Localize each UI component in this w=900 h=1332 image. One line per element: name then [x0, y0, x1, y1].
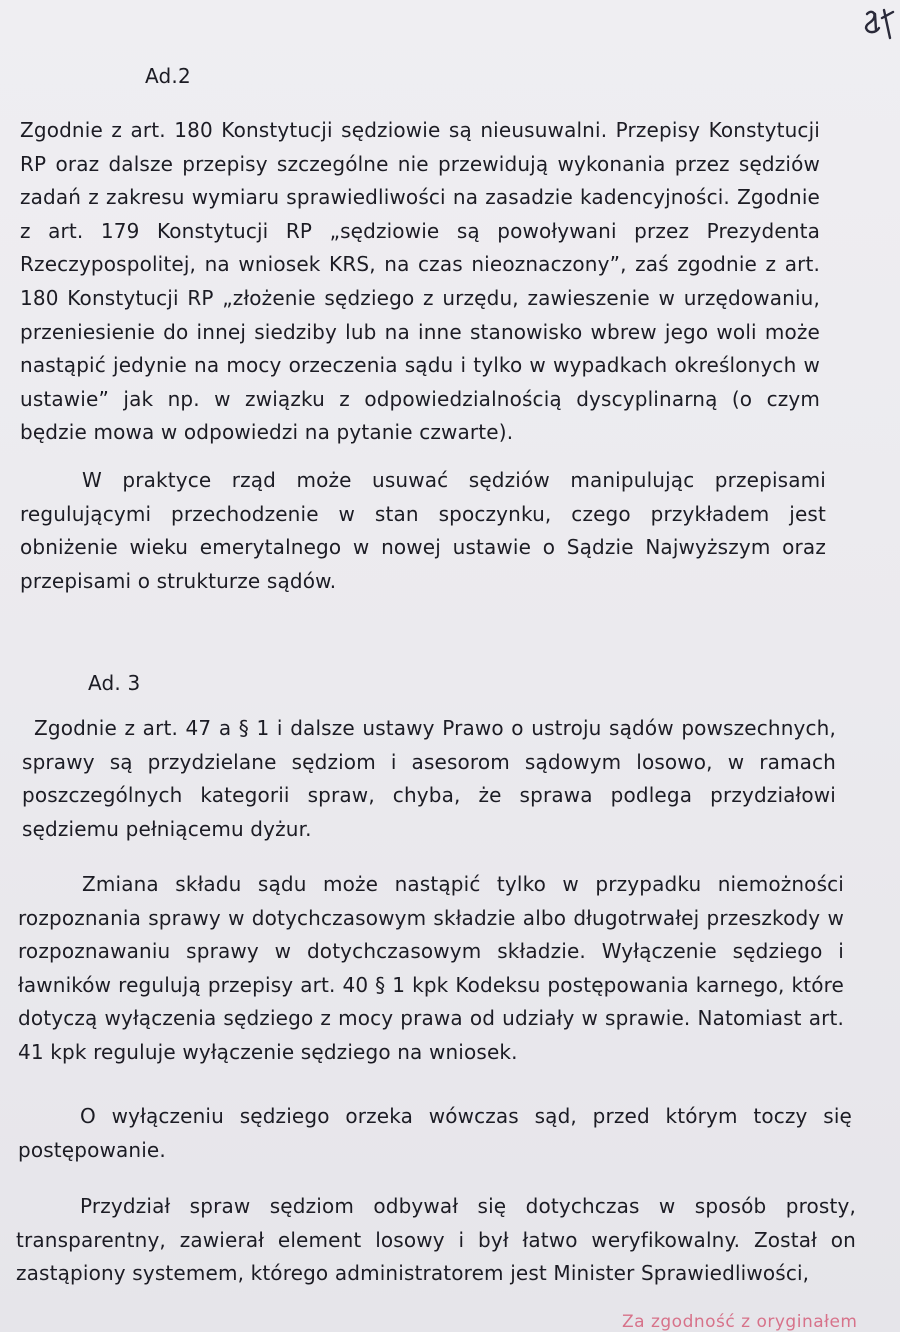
ad3-paragraph-4 [16, 1190, 856, 1291]
heading-ad2: Ad.2 [145, 64, 191, 88]
ad3-paragraph-3-text: O wyłączeniu sędziego orzeka wówczas sąd, przed którym toczy się postępowanie. [18, 1104, 852, 1162]
ad3-paragraph-3 [18, 1100, 852, 1167]
certification-stamp: Za zgodność z oryginałem [622, 1312, 858, 1332]
ad3-paragraph-2-text: Zmiana składu sądu może nastąpić tylko w przypadku niemożności rozpoznania sprawy w dotychczasowym składzie albo długotrwałej przeszkody w rozpoznawaniu sprawy w dotychczasowym składzie. Wyłączenie sędziego i ławników regulują przepisy art. 40 § 1 kpk Kodeksu postępowania karnego, które dotyczą wyłączenia sędziego z mocy prawa od udziały w sprawie. Natomiast art. 41 kpk reguluje wyłączenie sędziego na wniosek. [18, 872, 844, 1064]
handwritten-page-number [862, 4, 896, 44]
heading-ad3: Ad. 3 [88, 671, 141, 695]
ad2-paragraph-1 [20, 114, 820, 450]
ad3-paragraph-2 [18, 868, 844, 1070]
ad3-paragraph-4-text: Przydział spraw sędziom odbywał się dotychczas w sposób prosty, transparentny, zawierał element losowy i był łatwo weryfikowalny. Został on zastąpiony systemem, którego administratorem jest Minister Sprawiedliwości, [16, 1194, 856, 1286]
ad2-paragraph-2-text: W praktyce rząd może usuwać sędziów manipulując przepisami regulującymi przechodzenie w stan spoczynku, czego przykładem jest obniżenie wieku emerytalnego w nowej ustawie o Sądzie Najwyższym oraz przepisami o strukturze sądów. [20, 468, 826, 593]
ad2-paragraph-1-text: Zgodnie z art. 180 Konstytucji sędziowie są nieusuwalni. Przepisy Konstytucji RP oraz dalsze przepisy szczególne nie przewidują wykonania przez sędziów zadań z zakresu wymiaru sprawiedliwości na zasadzie kadencyjności. Zgodnie z art. 179 Konstytucji RP „sędziowie są powoływani przez Prezydenta Rzeczypospolitej, na wniosek KRS, na czas nieoznaczony”, zaś zgodnie z art. 180 Konstytucji RP „złożenie sędziego z urzędu, zawieszenie w urzędowaniu, przeniesienie do innej siedziby lub na inne stanowisko wbrew jego woli może nastąpić jedynie na mocy orzeczenia sądu i tylko w wypadkach określonych w ustawie” jak np. w związku z odpowiedzialnością dyscyplinarną (o czym będzie mowa w odpowiedzi na pytanie czwarte). [20, 118, 820, 445]
ad3-paragraph-1 [22, 712, 836, 846]
bleed-through [240, 580, 760, 640]
ad3-paragraph-1-text: Zgodnie z art. 47 a § 1 i dalsze ustawy Prawo o ustroju sądów powszechnych, sprawy są przydzielane sędziom i asesorom sądowym losowo, w ramach poszczególnych kategorii spraw, chyba, że sprawa podlega przydziałowi sędziemu pełniącemu dyżur. [22, 716, 836, 841]
ad2-paragraph-2 [20, 464, 826, 598]
